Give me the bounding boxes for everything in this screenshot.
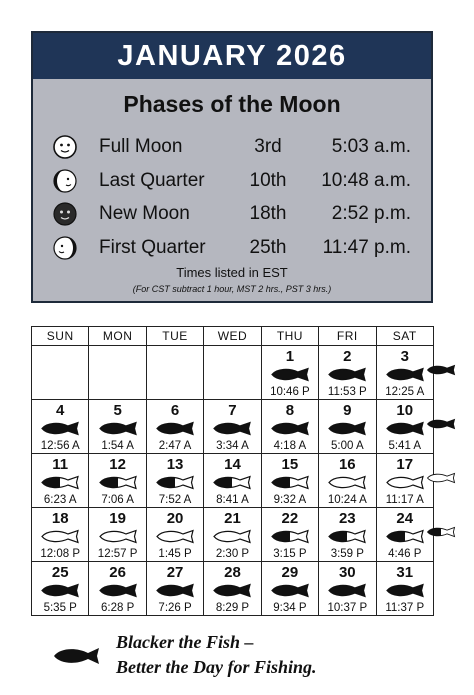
trailing-fish-icon <box>426 418 456 430</box>
day-cell <box>261 454 318 508</box>
day-number: 27 <box>166 564 184 581</box>
black-fish-icon <box>385 583 425 598</box>
full-moon-icon <box>53 135 77 159</box>
day-cell <box>32 400 89 454</box>
half-black-fish-icon <box>40 475 80 490</box>
phase-time: 10:48 a.m. <box>321 170 411 191</box>
day-number: 14 <box>224 456 241 473</box>
week-row <box>32 400 434 454</box>
best-time: 6:28 P <box>101 602 135 614</box>
white-fish-icon <box>155 529 195 544</box>
day-number: 25 <box>51 564 69 581</box>
phase-day: 3rd <box>254 136 282 157</box>
last-quarter-icon <box>53 169 77 193</box>
legend-line2: Better the Day for Fishing. <box>116 657 317 677</box>
week-row <box>32 346 434 400</box>
day-number: 31 <box>396 564 414 581</box>
half-black-fish-icon <box>385 529 425 544</box>
weekday-wed: WED <box>204 327 261 346</box>
half-black-fish-icon <box>270 529 310 544</box>
half-black-fish-icon <box>98 475 138 490</box>
day-cell <box>146 400 203 454</box>
timezone-note: Times listed in EST <box>176 265 288 280</box>
day-cell <box>319 562 376 616</box>
weekday-sun: SUN <box>32 327 89 346</box>
black-fish-icon <box>270 367 310 382</box>
black-fish-icon <box>212 421 252 436</box>
best-time: 2:47 A <box>158 440 192 452</box>
day-cell <box>89 562 146 616</box>
black-fish-icon <box>327 367 367 382</box>
best-time: 10:24 A <box>327 494 367 506</box>
best-time: 11:53 P <box>327 386 367 398</box>
phase-row <box>33 234 431 264</box>
trailing-fish-icon <box>426 472 456 484</box>
best-time: 7:26 P <box>158 602 192 614</box>
best-time: 5:35 P <box>43 602 77 614</box>
day-number: 2 <box>343 348 352 365</box>
best-time: 8:41 A <box>216 494 249 506</box>
empty-day-cell <box>146 346 203 400</box>
first-quarter-icon <box>53 236 77 260</box>
black-fish-icon <box>270 421 310 436</box>
phase-day: 25th <box>249 237 287 258</box>
day-cell <box>32 508 89 562</box>
best-time: 11:37 P <box>385 602 425 614</box>
new-moon-icon <box>53 202 77 226</box>
day-cell <box>146 508 203 562</box>
best-time: 12:25 A <box>385 386 425 398</box>
black-fish-icon <box>40 583 80 598</box>
day-number: 16 <box>338 456 356 473</box>
best-time: 4:46 P <box>388 548 422 560</box>
day-number: 17 <box>396 456 414 473</box>
best-time: 1:45 P <box>158 548 192 560</box>
weekday-fri: FRI <box>319 327 376 346</box>
day-number: 15 <box>281 456 299 473</box>
black-fish-icon <box>385 421 425 436</box>
day-cell <box>89 400 146 454</box>
black-fish-icon <box>98 583 138 598</box>
day-number: 28 <box>224 564 241 581</box>
day-number: 1 <box>285 348 295 365</box>
day-number: 11 <box>52 456 69 473</box>
black-fish-icon <box>270 583 310 598</box>
day-cell <box>319 508 376 562</box>
best-time: 7:52 A <box>158 494 192 506</box>
day-number: 23 <box>338 510 356 527</box>
moon-phases-panel <box>31 31 433 303</box>
timezone-subnote: (For CST subtract 1 hour, MST 2 hrs., PST 3 hrs.) <box>132 284 332 294</box>
weekday-header-row <box>32 327 434 346</box>
day-number: 18 <box>51 510 69 527</box>
day-cell <box>204 454 261 508</box>
day-number: 21 <box>224 510 241 527</box>
day-cell <box>89 508 146 562</box>
half-black-fish-icon <box>155 475 195 490</box>
day-number: 30 <box>338 564 356 581</box>
day-cell <box>261 346 318 400</box>
best-time: 9:34 P <box>273 602 307 614</box>
white-fish-icon <box>40 529 80 544</box>
day-number: 10 <box>396 402 414 419</box>
day-number: 13 <box>166 456 184 473</box>
day-cell <box>146 562 203 616</box>
day-cell <box>204 400 261 454</box>
best-time: 5:41 A <box>388 440 422 452</box>
day-number: 22 <box>281 510 299 527</box>
legend-line1: Blacker the Fish – <box>116 632 254 652</box>
phase-time: 2:52 p.m. <box>331 203 411 224</box>
phase-row <box>33 200 431 230</box>
day-cell <box>261 508 318 562</box>
phase-row <box>33 133 431 163</box>
fishing-calendar <box>31 326 434 616</box>
best-time: 3:59 P <box>330 548 364 560</box>
black-fish-icon <box>212 583 252 598</box>
phase-time: 5:03 a.m. <box>331 136 411 157</box>
week-row <box>32 454 434 508</box>
black-fish-icon <box>385 367 425 382</box>
black-fish-icon <box>155 583 195 598</box>
day-cell <box>204 562 261 616</box>
half-black-fish-icon <box>270 475 310 490</box>
black-fish-icon <box>98 421 138 436</box>
black-fish-icon <box>155 421 195 436</box>
day-number: 12 <box>109 456 126 473</box>
day-cell <box>261 400 318 454</box>
best-time: 7:06 A <box>101 494 134 506</box>
weekday-tue: TUE <box>146 327 203 346</box>
day-number: 29 <box>281 564 299 581</box>
weekday-sat: SAT <box>376 327 433 346</box>
phase-name: New Moon <box>99 203 190 224</box>
weekday-thu: THU <box>261 327 318 346</box>
black-fish-icon <box>52 646 102 666</box>
weekday-mon: MON <box>89 327 146 346</box>
phase-day: 10th <box>249 170 287 191</box>
best-time: 12:08 P <box>40 548 81 560</box>
day-cell <box>204 508 261 562</box>
phase-name: Last Quarter <box>99 170 205 191</box>
phase-name: First Quarter <box>99 237 206 258</box>
half-black-fish-icon <box>212 475 252 490</box>
day-cell <box>376 562 433 616</box>
trailing-fish-icon <box>426 364 456 376</box>
phase-day: 18th <box>249 203 287 224</box>
month-title: JANUARY 2026 <box>33 33 431 79</box>
empty-day-cell <box>204 346 261 400</box>
phase-row <box>33 167 431 197</box>
best-time: 10:37 P <box>327 602 368 614</box>
best-time: 1:54 A <box>101 440 134 452</box>
white-fish-icon <box>98 529 138 544</box>
day-cell <box>319 400 376 454</box>
phase-name: Full Moon <box>99 136 183 157</box>
best-time: 11:17 A <box>385 494 424 506</box>
best-time: 5:00 A <box>331 440 364 452</box>
best-time: 2:30 P <box>215 548 250 560</box>
black-fish-icon <box>327 583 367 598</box>
trailing-fish-icon <box>426 526 456 538</box>
day-cell <box>146 454 203 508</box>
phases-title: Phases of the Moon <box>123 91 341 117</box>
day-cell <box>89 454 146 508</box>
day-cell <box>319 346 376 400</box>
phase-time: 11:47 p.m. <box>322 237 411 258</box>
best-time: 8:29 P <box>215 602 250 614</box>
day-number: 9 <box>343 402 352 419</box>
day-number: 4 <box>56 402 65 419</box>
day-number: 20 <box>166 510 184 527</box>
best-time: 3:34 A <box>216 440 249 452</box>
empty-day-cell <box>89 346 146 400</box>
best-time: 12:56 A <box>40 440 80 452</box>
day-number: 7 <box>228 402 237 419</box>
day-number: 26 <box>109 564 126 581</box>
day-cell <box>261 562 318 616</box>
calendar-body <box>32 346 434 616</box>
best-time: 10:46 P <box>270 386 310 398</box>
day-cell <box>32 562 89 616</box>
week-row <box>32 508 434 562</box>
best-time: 12:57 P <box>97 548 138 560</box>
day-cell <box>32 454 89 508</box>
day-number: 19 <box>109 510 126 527</box>
black-fish-icon <box>40 421 80 436</box>
white-fish-icon <box>385 475 425 490</box>
best-time: 9:32 A <box>273 494 307 506</box>
best-time: 6:23 A <box>43 494 77 506</box>
best-time: 3:15 P <box>273 548 307 560</box>
half-black-fish-icon <box>327 529 367 544</box>
empty-day-cell <box>32 346 89 400</box>
day-number: 8 <box>285 402 295 419</box>
white-fish-icon <box>212 529 252 544</box>
black-fish-icon <box>327 421 367 436</box>
white-fish-icon <box>327 475 367 490</box>
day-cell <box>319 454 376 508</box>
day-number: 6 <box>170 402 180 419</box>
best-time: 4:18 A <box>273 440 307 452</box>
week-row <box>32 562 434 616</box>
day-number: 5 <box>113 402 122 419</box>
day-number: 24 <box>396 510 414 527</box>
day-number: 3 <box>400 348 409 365</box>
